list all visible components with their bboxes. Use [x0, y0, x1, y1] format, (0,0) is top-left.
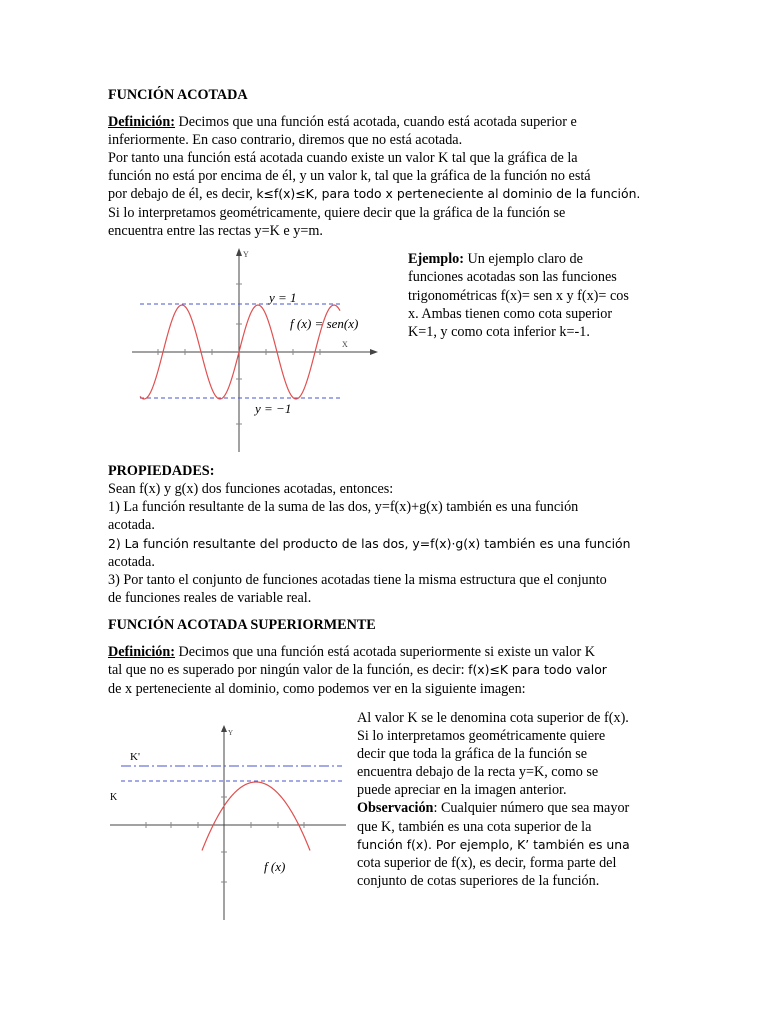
- example-label: Ejemplo:: [408, 251, 464, 267]
- text-line: x. Ambas tienen como cota superior: [408, 306, 613, 322]
- function-label: f (x): [264, 859, 286, 874]
- text-line: inferiormente. En caso contrario, diremos que no está acotada.: [108, 132, 463, 148]
- text-span: : Cualquier número que sea mayor: [433, 800, 630, 816]
- function-label: f (x) = sen(x): [290, 316, 359, 331]
- upper-bounded-function-figure: [106, 722, 350, 922]
- formula-span: f(x)≤K para todo valor: [468, 662, 607, 677]
- text-line: 1) La función resultante de la suma de las dos, y=f(x)+g(x) también es una función: [108, 499, 579, 515]
- text-line: encuentra entre las rectas y=K e y=m.: [108, 223, 323, 239]
- y-axis-arrow-icon: [236, 248, 242, 256]
- x-axis-arrow-icon: [370, 349, 378, 355]
- text-line: 3) Por tanto el conjunto de funciones acotadas tiene la misma estructura que el conjunto: [108, 572, 607, 588]
- section-title-acotada-superiormente: FUNCIÓN ACOTADA SUPERIORMENTE: [108, 617, 376, 633]
- text-line: funciones acotadas son las funciones: [408, 269, 617, 285]
- text-line: acotada.: [108, 517, 155, 533]
- definition-label: Definición:: [108, 644, 175, 660]
- y-axis-label: Y: [243, 250, 249, 259]
- y-axis-arrow-icon: [221, 725, 227, 732]
- definition-paragraph-line: [108, 113, 577, 131]
- text-line: Si lo interpretamos geométricamente quiere: [357, 728, 606, 744]
- text-line: [108, 661, 607, 679]
- text-line: que K, también es una cota superior de la: [357, 819, 592, 835]
- text-line: de x perteneciente al dominio, como podemos ver en la siguiente imagen:: [108, 681, 526, 697]
- k-prime-label: K': [130, 751, 140, 763]
- text-line: puede apreciar en la imagen anterior.: [357, 782, 567, 798]
- observation-line: [357, 799, 629, 817]
- text-line: acotada.: [108, 554, 155, 570]
- properties-title: PROPIEDADES:: [108, 463, 215, 479]
- text-line: conjunto de cotas superiores de la función.: [357, 873, 600, 889]
- y-axis-label: Y: [228, 729, 234, 737]
- text-line: Si lo interpretamos geométricamente, quiere decir que la gráfica de la función se: [108, 205, 566, 221]
- example-line: [408, 250, 583, 268]
- text-span: tal que no es superado por ningún valor de la función, es decir:: [108, 662, 469, 678]
- text-span: Un ejemplo claro de: [463, 251, 583, 267]
- x-axis-label: X: [342, 340, 348, 349]
- text-line: decir que toda la gráfica de la función se: [357, 746, 588, 762]
- upper-bound-label: y = 1: [269, 290, 297, 305]
- k-label: K: [110, 792, 118, 803]
- text-span: por debajo de él, es decir,: [108, 186, 257, 202]
- text-line: función f(x). Por ejemplo, K’ también es una: [357, 837, 630, 852]
- lower-bound-label: y = −1: [255, 401, 292, 416]
- text-span: Decimos que una función está acotada, cuando está acotada superior e: [175, 114, 577, 130]
- text-line: Por tanto una función está acotada cuando existe un valor K tal que la gráfica de la: [108, 150, 578, 166]
- text-line: 2) La función resultante del producto de las dos, y=f(x)·g(x) también es una función: [108, 536, 631, 551]
- text-line: función no está por encima de él, y un valor k, tal que la gráfica de la función no está: [108, 168, 591, 184]
- section-title-funcion-acotada: FUNCIÓN ACOTADA: [108, 87, 248, 103]
- definition-paragraph-line: [108, 643, 595, 661]
- text-span: Decimos que una función está acotada superiormente si existe un valor K: [175, 644, 595, 660]
- text-line: cota superior de f(x), es decir, forma parte del: [357, 855, 617, 871]
- text-line: de funciones reales de variable real.: [108, 590, 312, 606]
- text-line: Al valor K se le denomina cota superior de f(x).: [357, 710, 629, 726]
- definition-label: Definición:: [108, 114, 175, 130]
- text-line: [108, 185, 640, 203]
- text-line: encuentra debajo de la recta y=K, como se: [357, 764, 599, 780]
- formula-span: k≤f(x)≤K, para todo x perteneciente al dominio de la función.: [256, 186, 641, 201]
- text-line: Sean f(x) y g(x) dos funciones acotadas, entonces:: [108, 481, 394, 497]
- text-line: trigonométricas f(x)= sen x y f(x)= cos: [408, 288, 629, 304]
- observation-label: Observación: [357, 800, 434, 816]
- text-line: K=1, y como cota inferior k=-1.: [408, 324, 590, 340]
- sine-function-figure: [128, 244, 380, 456]
- parabola-curve: [202, 782, 310, 851]
